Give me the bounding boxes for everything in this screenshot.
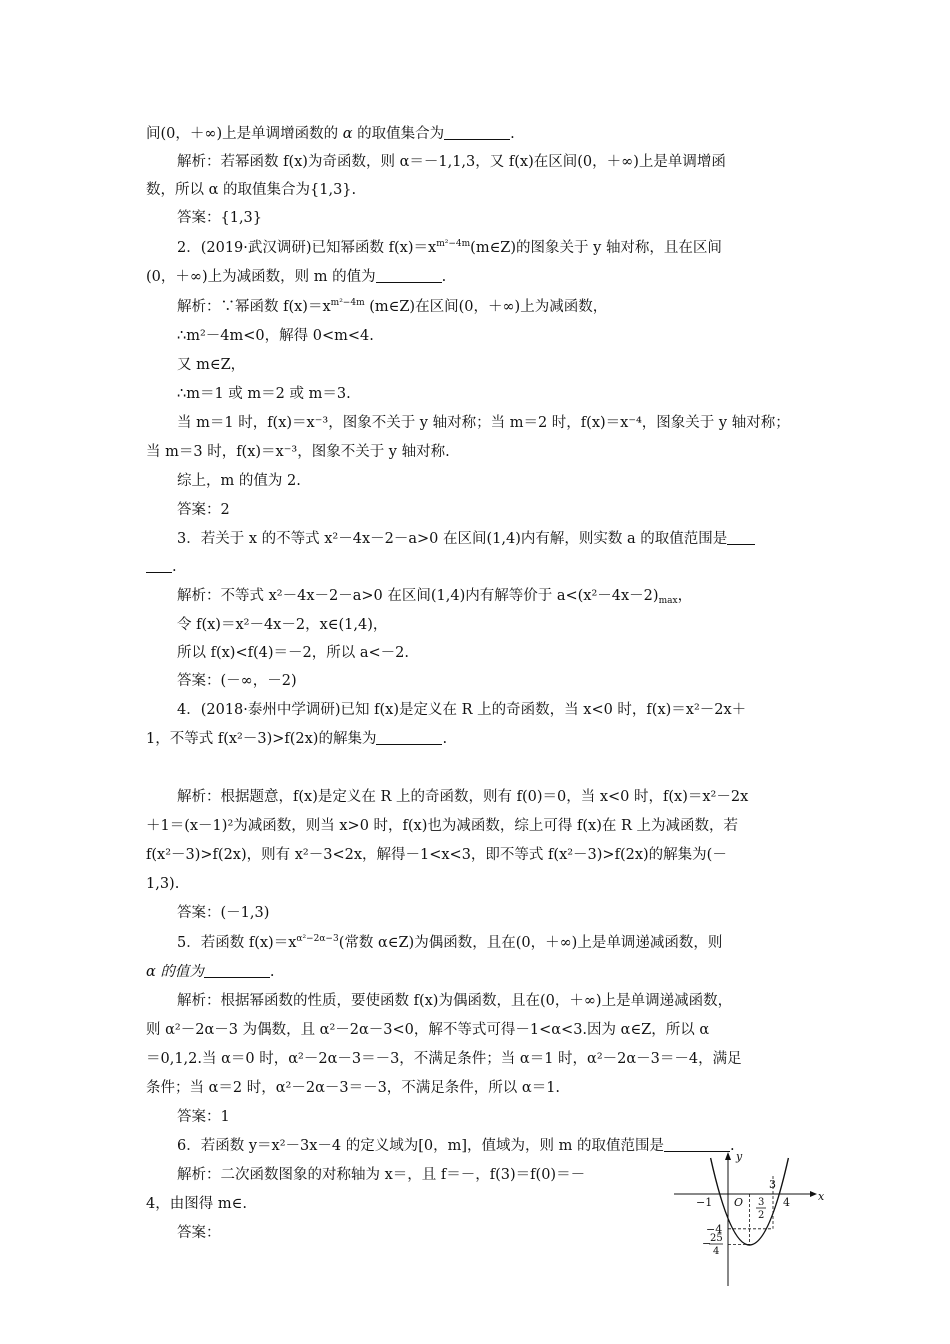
y-axis-label: y bbox=[736, 1150, 743, 1163]
question-line: 1，不等式 f(x²－3)>f(2x)的解集为 . bbox=[146, 731, 448, 747]
text-line: 又 m∈Z， bbox=[177, 357, 246, 373]
text-line: ∴m＝1 或 m＝2 或 m＝3. bbox=[177, 386, 351, 402]
question-line: α 的值为 . bbox=[146, 964, 275, 980]
answer-line: 答案： bbox=[177, 1225, 221, 1241]
answer-line: 答案：(－∞，－2) bbox=[177, 673, 297, 689]
tick-label-neg4: −4 bbox=[706, 1223, 723, 1236]
question-line: . bbox=[146, 557, 177, 577]
text-line: 令 f(x)＝x²－4x－2，x∈(1,4)， bbox=[177, 617, 388, 633]
question-line: 4．(2018·泰州中学调研)已知 f(x)是定义在 R 上的奇函数，当 x<0 时，f(x)＝x²－2x＋ bbox=[177, 702, 747, 718]
frac-25-4-numerator: 25 bbox=[710, 1233, 723, 1244]
answer-line: 答案：1 bbox=[177, 1109, 230, 1125]
frac-25-4-sign: − bbox=[702, 1237, 712, 1250]
question-line: 2．(2019·武汉调研)已知幂函数 $f(x)=x^{m^2-4m}(m\in Z)$的图象关于 y 轴对称，且在区间 bbox=[177, 239, 722, 256]
answer-blank bbox=[376, 730, 442, 745]
text-line: 当 m＝3 时，f(x)＝x⁻³，图象不关于 y 轴对称. bbox=[146, 444, 450, 460]
text-line: 解析：不等式 x²－4x－2－a>0 在区间(1,4)内有解等价于 $a<(x^2-4x-2)_{max}$， bbox=[177, 588, 693, 606]
question-line: (0，＋∞)上为减函数，则 m 的值为 . bbox=[146, 269, 447, 285]
text-line: 解析：根据题意，f(x)是定义在 R 上的奇函数，则有 f(0)＝0，当 x<0 时，f(x)＝x²－2x bbox=[177, 789, 749, 805]
answer-line: 答案：2 bbox=[177, 502, 230, 518]
text-line: f(x²－3)>f(2x)，则有 x²－3<2x，解得－1<x<3，即不等式 f(x²－3)>f(2x)的解集为(－ bbox=[146, 847, 727, 863]
question-line: 6．若函数 y＝x²－3x－4 的定义域为[0，m]，值域为，则 m 的取值范围是 . bbox=[177, 1138, 735, 1154]
parabola-graph bbox=[672, 1148, 825, 1288]
answer-blank bbox=[376, 268, 442, 283]
origin-label: O bbox=[734, 1196, 744, 1209]
text-line: ＋1＝(x－1)²为减函数，则当 x>0 时，f(x)也为减函数，综上可得 f(x)在 R 上为减函数，若 bbox=[146, 818, 738, 834]
answer-blank bbox=[146, 558, 172, 573]
answer-blank bbox=[204, 963, 270, 978]
text-line: 则 α²－2α－3 为偶数，且 α²－2α－3<0，解不等式可得－1<α<3.因为 α∈Z，所以 α bbox=[146, 1022, 710, 1038]
frac-3-2-numerator: 3 bbox=[758, 1197, 765, 1208]
text-line: 4，由图得 m∈. bbox=[146, 1196, 247, 1212]
text-line: 当 m＝1 时，f(x)＝x⁻³，图象不关于 y 轴对称；当 m＝2 时，f(x)＝x⁻⁴，图象关于 y 轴对称； bbox=[177, 415, 790, 431]
y-axis-arrow-icon bbox=[725, 1152, 731, 1160]
question-line: 5．若函数 $f(x)=x^{\alpha^2-2\alpha-3}$(常数 α∈Z)为偶函数，且在(0，＋∞)上是单调递减函数，则 bbox=[177, 934, 723, 951]
question-line: 3．若关于 x 的不等式 x²－4x－2－a>0 在区间(1,4)内有解，则实数 a 的取值范围是 bbox=[177, 529, 755, 549]
text-line: 数，所以 α 的取值集合为{1,3}. bbox=[146, 182, 357, 198]
answer-blank bbox=[444, 125, 510, 140]
text-line: 所以 f(x)<f(4)＝－2，所以 a<－2. bbox=[177, 645, 409, 661]
answer-blank bbox=[727, 530, 755, 545]
tick-label-4: 4 bbox=[783, 1196, 790, 1209]
x-axis-label: x bbox=[818, 1190, 825, 1203]
text-line: 条件；当 α＝2 时，α²－2α－3＝－3，不满足条件，所以 α＝1. bbox=[146, 1080, 561, 1096]
text-line: 解析：根据幂函数的性质，要使函数 f(x)为偶函数，且在(0，＋∞)上是单调递减函数， bbox=[177, 993, 733, 1009]
text-line: 解析：二次函数图象的对称轴为 x＝，且 f＝－，f(3)＝f(0)＝－ bbox=[177, 1167, 586, 1183]
frac-25-4-denominator: 4 bbox=[713, 1246, 720, 1257]
text-line: 解析：∵幂函数 $f(x)=x^{m^2-4m}$ (m∈Z)在区间(0，＋∞)上为减函数， bbox=[177, 298, 608, 315]
text-line: 1,3). bbox=[146, 876, 180, 892]
tick-label-3: 3 bbox=[769, 1178, 776, 1191]
answer-line: 答案：{1,3} bbox=[177, 210, 263, 226]
text-line: 间(0，＋∞)上是单调增函数的 α 的取值集合为 . bbox=[146, 126, 515, 142]
frac-3-2-denominator: 2 bbox=[758, 1210, 765, 1221]
answer-line: 答案：(－1,3) bbox=[177, 905, 270, 921]
text-line: 解析：若幂函数 f(x)为奇函数，则 α＝－1,1,3，又 f(x)在区间(0，＋∞)上是单调增函 bbox=[177, 154, 726, 170]
text-line: ＝0,1,2.当 α＝0 时，α²－2α－3＝－3，不满足条件；当 α＝1 时，α²－2α－3＝－4，满足 bbox=[146, 1051, 742, 1067]
text-line: 综上，m 的值为 2. bbox=[177, 473, 301, 489]
x-axis-arrow-icon bbox=[810, 1191, 817, 1197]
tick-label-neg1: −1 bbox=[696, 1196, 713, 1209]
text-line: ∴m²－4m<0，解得 0<m<4. bbox=[177, 328, 374, 344]
